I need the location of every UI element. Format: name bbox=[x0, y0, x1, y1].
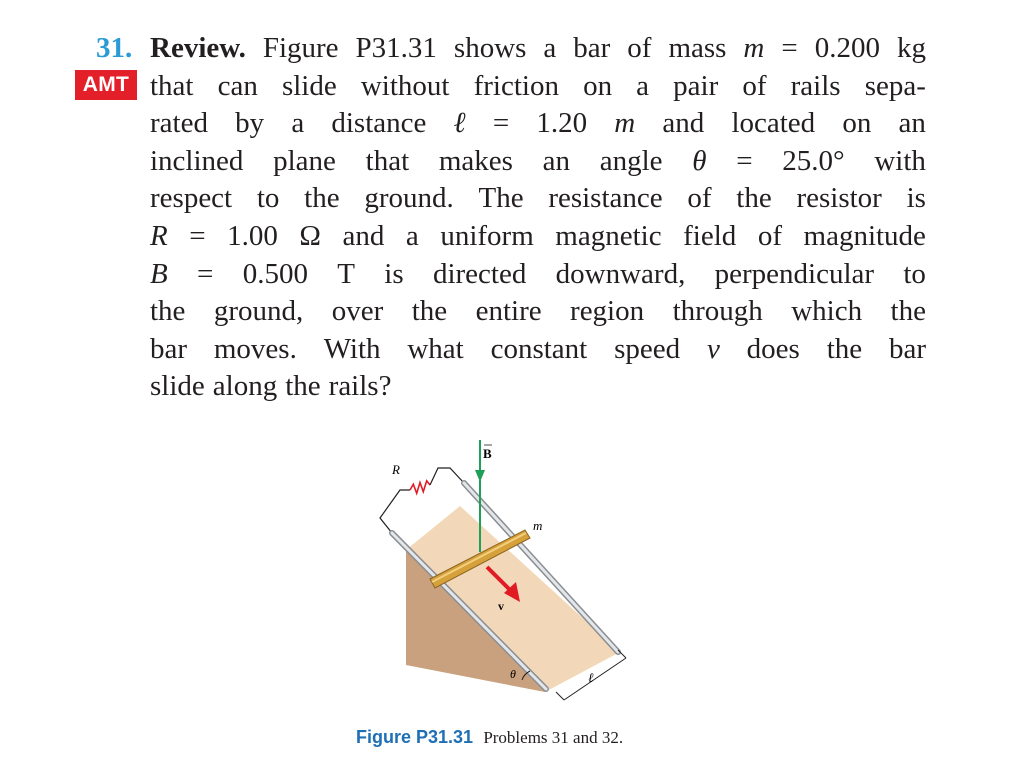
problem-line bbox=[150, 331, 926, 369]
problem-line bbox=[150, 105, 926, 143]
problem-word: mass bbox=[668, 32, 727, 64]
problem-word: that bbox=[365, 144, 410, 177]
problem-word: a bbox=[405, 219, 419, 252]
problem-word: Ω bbox=[299, 219, 321, 252]
problem-word: v bbox=[706, 332, 720, 365]
problem-word: that bbox=[150, 69, 194, 102]
problem-word: can bbox=[217, 69, 258, 102]
label-m: m bbox=[533, 518, 543, 533]
problem-word: moves. bbox=[213, 332, 297, 365]
problem-word: makes bbox=[438, 144, 513, 177]
problem-word: inclined bbox=[150, 144, 244, 177]
problem-word: With bbox=[323, 332, 381, 365]
problem-word: rails? bbox=[328, 370, 392, 403]
problem-word: on bbox=[583, 69, 613, 102]
problem-word: field bbox=[683, 219, 737, 252]
problem-word: bar bbox=[888, 332, 926, 365]
problem-word: magnetic bbox=[555, 219, 662, 252]
problem-word: the bbox=[285, 370, 321, 403]
problem-word: distance bbox=[331, 107, 427, 140]
problem-word: bar bbox=[150, 332, 188, 365]
problem-line bbox=[150, 256, 926, 294]
problem-word: B bbox=[150, 257, 168, 290]
label-r: R bbox=[392, 462, 400, 477]
problem-word: what bbox=[407, 332, 464, 365]
problem-word: along bbox=[212, 370, 278, 403]
problem-word: downward, bbox=[555, 257, 686, 290]
problem-word: region bbox=[570, 295, 645, 328]
problem-word: = bbox=[492, 107, 510, 140]
problem-word: m bbox=[614, 107, 636, 140]
problem-word: of bbox=[687, 182, 712, 215]
problem-word: Review. bbox=[150, 32, 246, 64]
problem-word: slide bbox=[150, 370, 205, 403]
problem-word: of bbox=[742, 69, 767, 102]
resistor-zigzag bbox=[410, 481, 430, 494]
problem-word: sepa- bbox=[864, 69, 926, 102]
problem-word: R bbox=[150, 219, 168, 252]
problem-word: entire bbox=[475, 295, 542, 328]
problem-word: over bbox=[331, 295, 384, 328]
dimension-tick-a bbox=[556, 692, 564, 700]
problem-line bbox=[150, 30, 926, 68]
problem-word: by bbox=[235, 107, 265, 140]
label-v: v bbox=[498, 599, 504, 613]
problem-word: perpendicular bbox=[714, 257, 875, 290]
problem-line bbox=[150, 368, 926, 406]
problem-word: m bbox=[743, 32, 765, 64]
circuit-wire bbox=[380, 490, 410, 533]
field-arrow-head bbox=[475, 470, 485, 482]
problem-word: to bbox=[903, 257, 926, 290]
problem-word: = bbox=[189, 219, 206, 252]
problem-word: directed bbox=[432, 257, 527, 290]
problem-word: and bbox=[342, 219, 385, 252]
problem-line bbox=[150, 293, 926, 331]
problem-word: magnitude bbox=[803, 219, 926, 252]
problem-word: is bbox=[906, 182, 926, 215]
problem-word: 0.200 bbox=[814, 32, 880, 64]
problem-word: the bbox=[890, 295, 926, 328]
problem-word: 25.0° bbox=[782, 144, 845, 177]
problem-word: friction bbox=[473, 69, 559, 102]
problem-word: resistance bbox=[548, 182, 663, 215]
problem-word: an bbox=[542, 144, 571, 177]
label-b: B bbox=[483, 446, 492, 461]
problem-word: Figure bbox=[262, 32, 339, 64]
problem-word: T bbox=[337, 257, 355, 290]
circuit-wire-right bbox=[430, 468, 464, 485]
problem-word: to bbox=[256, 182, 280, 215]
problem-word: ℓ bbox=[453, 107, 466, 140]
caption-text: Problems 31 and 32. bbox=[483, 728, 624, 747]
problem-line bbox=[150, 218, 926, 256]
problem-word: ground, bbox=[213, 295, 304, 328]
problem-word: the bbox=[150, 295, 186, 328]
problem-word: rails bbox=[790, 69, 841, 102]
problem-word: slide bbox=[281, 69, 337, 102]
problem-word: located bbox=[731, 107, 816, 140]
problem-word: uniform bbox=[440, 219, 534, 252]
problem-word: rated bbox=[150, 107, 208, 140]
problem-word: The bbox=[478, 182, 524, 215]
problem-number: 31. bbox=[96, 32, 133, 64]
problem-word: a bbox=[543, 32, 557, 64]
problem-word: plane bbox=[273, 144, 336, 177]
problem-word: and bbox=[662, 107, 705, 140]
problem-word: angle bbox=[599, 144, 663, 177]
problem-word: the bbox=[304, 182, 340, 215]
problem-word: respect bbox=[150, 182, 233, 215]
problem-word: 0.500 bbox=[242, 257, 308, 290]
problem-word: 1.20 bbox=[536, 107, 588, 140]
problem-word: of bbox=[757, 219, 782, 252]
problem-word: 1.00 bbox=[227, 219, 278, 252]
problem-word: through bbox=[672, 295, 763, 328]
caption-label: Figure P31.31 bbox=[356, 727, 474, 747]
problem-word: pair bbox=[673, 69, 719, 102]
problem-word: of bbox=[627, 32, 652, 64]
label-theta: θ bbox=[510, 667, 516, 681]
problem-word: bar bbox=[573, 32, 611, 64]
problem-word: = bbox=[781, 32, 798, 64]
amt-badge: AMT bbox=[75, 70, 137, 100]
problem-word: θ bbox=[692, 144, 707, 177]
problem-word: kg bbox=[896, 32, 926, 64]
problem-line bbox=[150, 180, 926, 218]
problem-word: resistor bbox=[796, 182, 882, 215]
problem-word: a bbox=[636, 69, 650, 102]
problem-word: on bbox=[842, 107, 872, 140]
problem-word: is bbox=[384, 257, 404, 290]
problem-word: a bbox=[291, 107, 305, 140]
problem-word: the bbox=[411, 295, 448, 328]
problem-word: P31.31 bbox=[355, 32, 437, 64]
problem-word: the bbox=[736, 182, 772, 215]
problem-word: constant bbox=[490, 332, 588, 365]
problem-word: speed bbox=[614, 332, 681, 365]
label-ell: ℓ bbox=[588, 670, 594, 685]
problem-word: ground. bbox=[364, 182, 454, 215]
problem-word: without bbox=[360, 69, 450, 102]
problem-line bbox=[150, 68, 926, 106]
problem-word: = bbox=[197, 257, 214, 290]
incline-figure bbox=[350, 430, 680, 720]
problem-word: shows bbox=[453, 32, 527, 64]
problem-line bbox=[150, 143, 926, 181]
figure-caption bbox=[356, 727, 623, 748]
problem-text bbox=[150, 30, 926, 406]
problem-word: which bbox=[791, 295, 863, 328]
problem-word: the bbox=[826, 332, 863, 365]
problem-word: an bbox=[898, 107, 926, 140]
problem-word: does bbox=[746, 332, 800, 365]
problem-word: = bbox=[736, 144, 753, 177]
problem-word: with bbox=[874, 144, 926, 177]
